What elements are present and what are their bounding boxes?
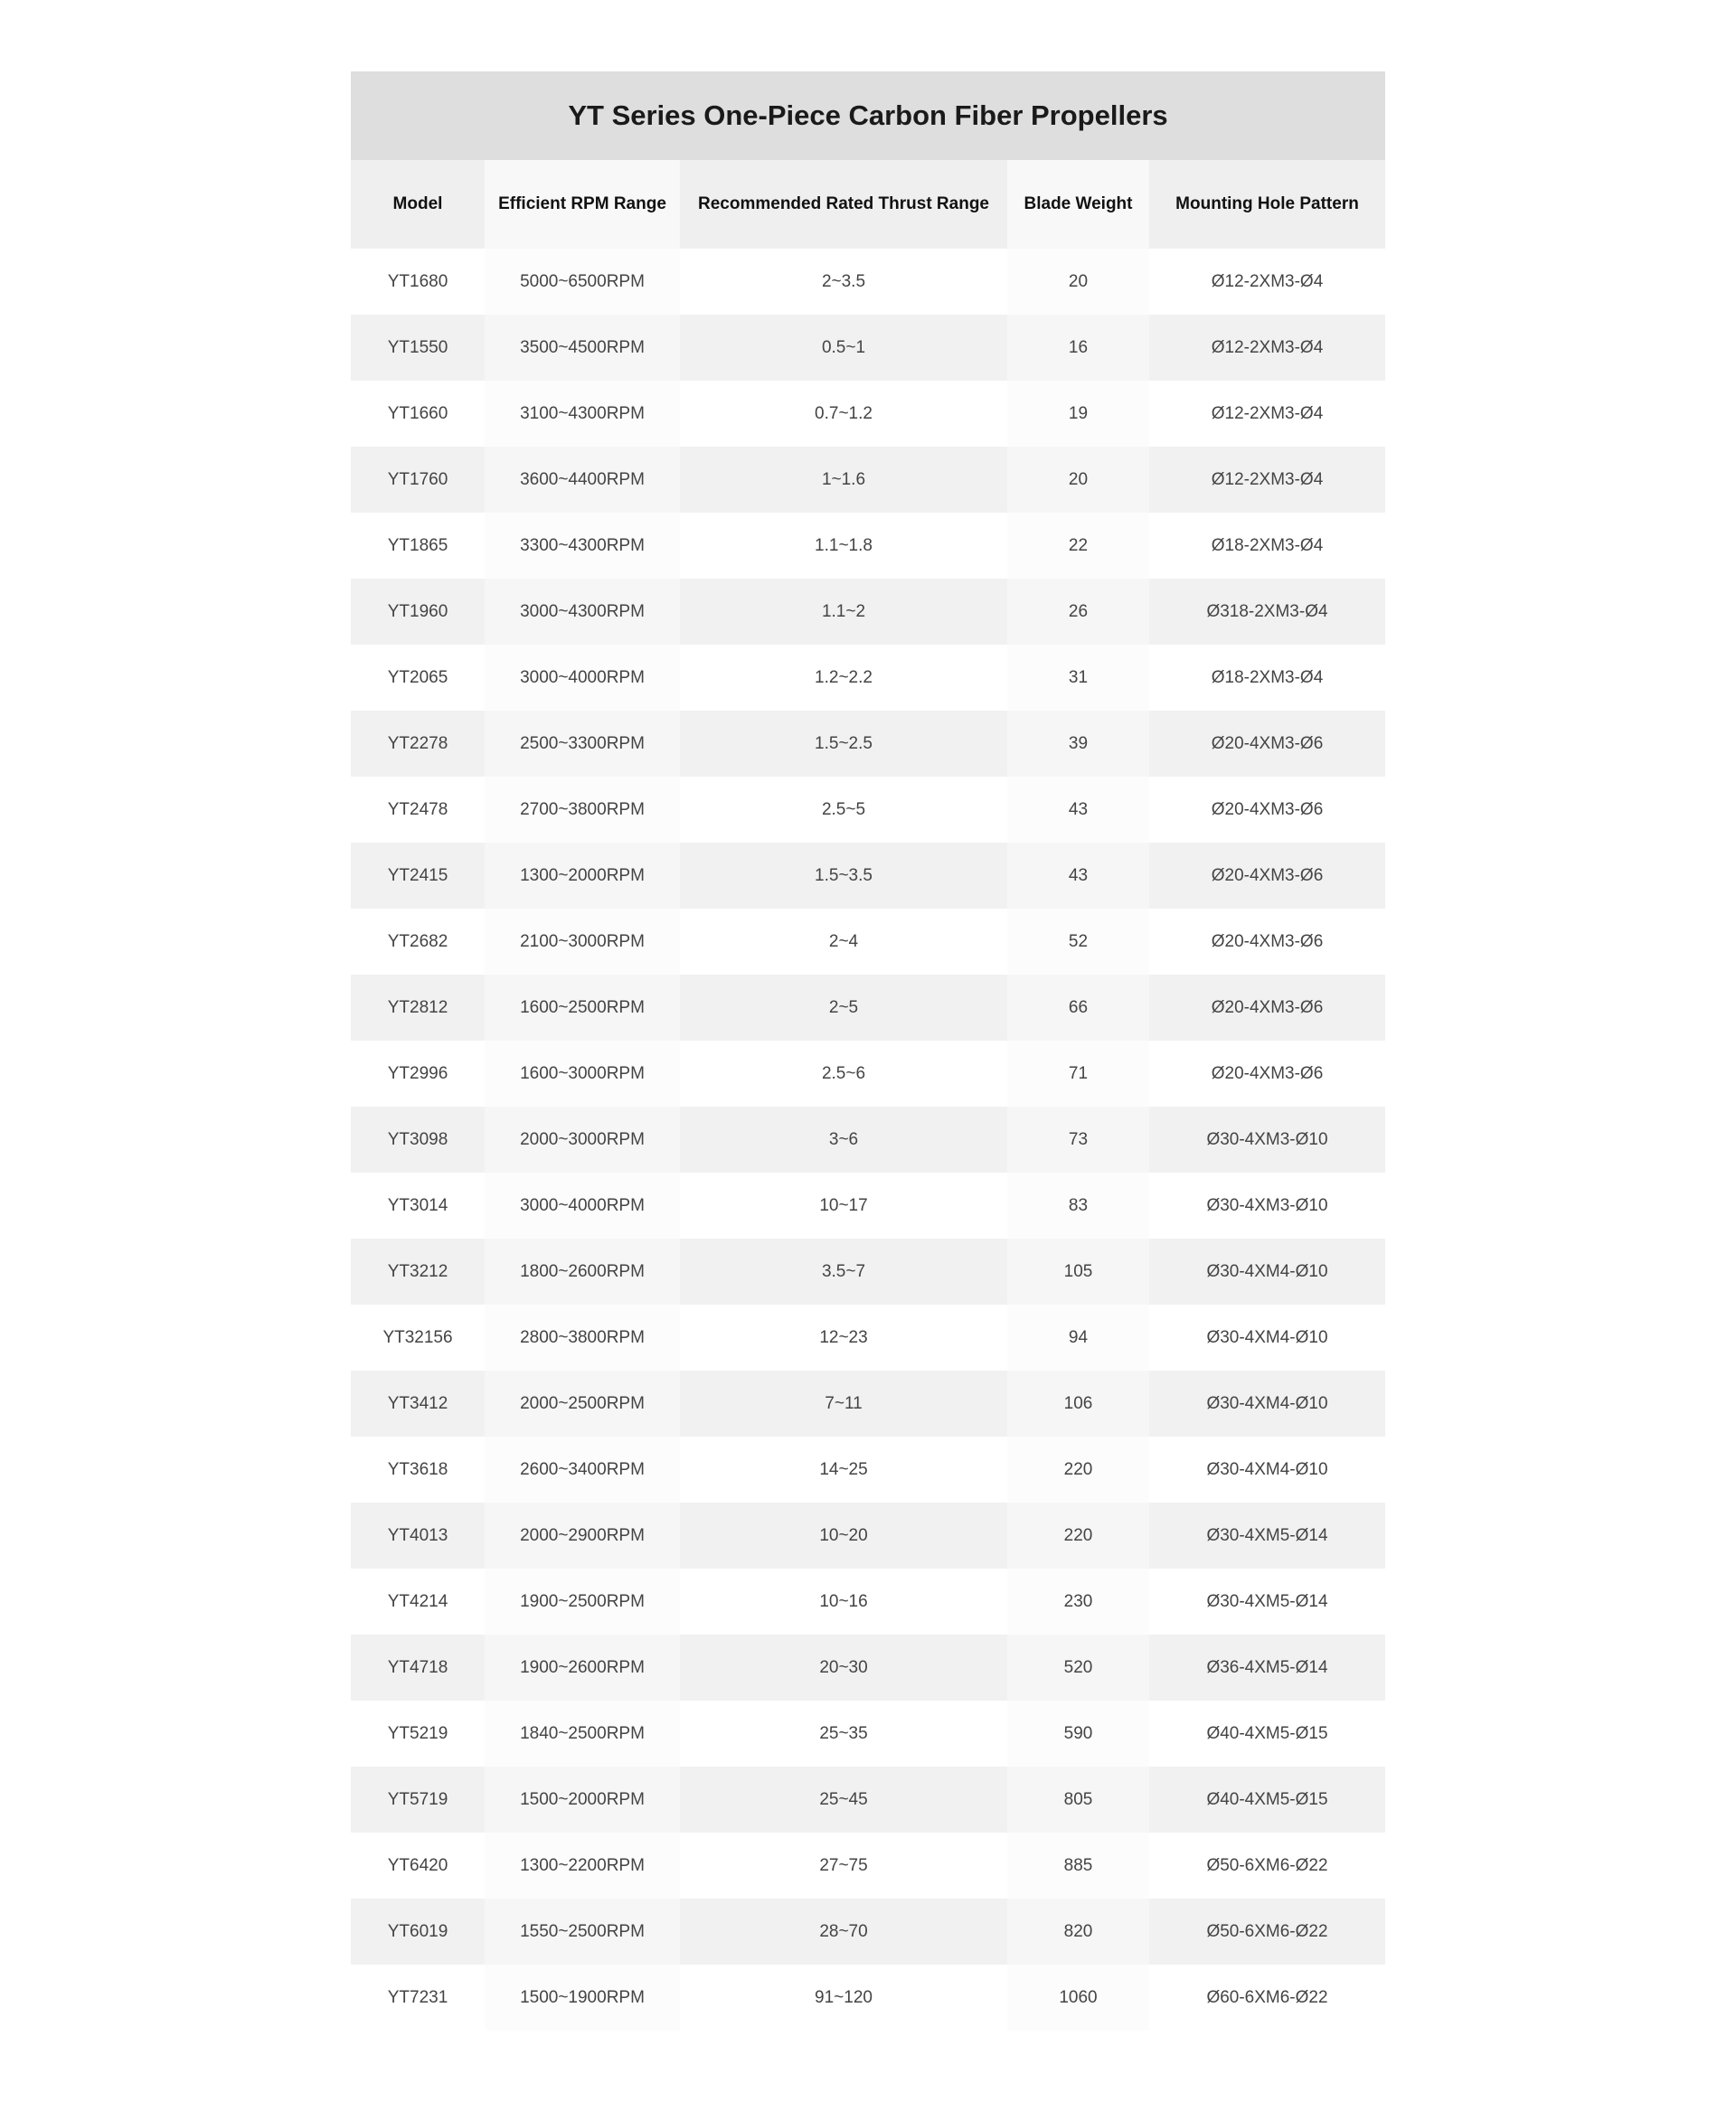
- cell-blade-weight: 43: [1007, 777, 1149, 843]
- cell-blade-weight: 94: [1007, 1305, 1149, 1371]
- table-row: [351, 1371, 1385, 1437]
- cell-blade-weight: 220: [1007, 1503, 1149, 1569]
- spec-table: [351, 160, 1385, 2031]
- cell-mounting-pattern: Ø12-2XM3-Ø4: [1149, 249, 1385, 315]
- cell-blade-weight: 1060: [1007, 1965, 1149, 2031]
- cell-thrust-range: 2~4: [680, 909, 1007, 975]
- cell-thrust-range: 1.1~2: [680, 579, 1007, 645]
- table-row: [351, 1701, 1385, 1767]
- cell-blade-weight: 16: [1007, 315, 1149, 381]
- table-row: [351, 1635, 1385, 1701]
- cell-rpm-range: 1550~2500RPM: [485, 1899, 680, 1965]
- cell-model: YT32156: [351, 1305, 485, 1371]
- cell-model: YT5719: [351, 1767, 485, 1833]
- cell-mounting-pattern: Ø50-6XM6-Ø22: [1149, 1833, 1385, 1899]
- cell-blade-weight: 805: [1007, 1767, 1149, 1833]
- cell-thrust-range: 1.2~2.2: [680, 645, 1007, 711]
- cell-rpm-range: 3000~4300RPM: [485, 579, 680, 645]
- table-title: YT Series One-Piece Carbon Fiber Propellers: [351, 71, 1385, 160]
- cell-mounting-pattern: Ø20-4XM3-Ø6: [1149, 777, 1385, 843]
- cell-blade-weight: 106: [1007, 1371, 1149, 1437]
- cell-mounting-pattern: Ø30-4XM3-Ø10: [1149, 1107, 1385, 1173]
- cell-model: YT5219: [351, 1701, 485, 1767]
- cell-mounting-pattern: Ø18-2XM3-Ø4: [1149, 513, 1385, 579]
- cell-thrust-range: 91~120: [680, 1965, 1007, 2031]
- cell-mounting-pattern: Ø30-4XM5-Ø14: [1149, 1503, 1385, 1569]
- cell-rpm-range: 2000~2500RPM: [485, 1371, 680, 1437]
- cell-rpm-range: 1300~2200RPM: [485, 1833, 680, 1899]
- cell-mounting-pattern: Ø30-4XM4-Ø10: [1149, 1305, 1385, 1371]
- cell-rpm-range: 1900~2600RPM: [485, 1635, 680, 1701]
- table-row: [351, 909, 1385, 975]
- table-row: [351, 1107, 1385, 1173]
- table-row: [351, 1965, 1385, 2031]
- cell-mounting-pattern: Ø12-2XM3-Ø4: [1149, 447, 1385, 513]
- cell-rpm-range: 2100~3000RPM: [485, 909, 680, 975]
- cell-mounting-pattern: Ø30-4XM4-Ø10: [1149, 1371, 1385, 1437]
- table-row: [351, 1503, 1385, 1569]
- cell-thrust-range: 27~75: [680, 1833, 1007, 1899]
- cell-model: YT2996: [351, 1041, 485, 1107]
- cell-blade-weight: 885: [1007, 1833, 1149, 1899]
- table-row: [351, 249, 1385, 315]
- cell-model: YT3618: [351, 1437, 485, 1503]
- cell-mounting-pattern: Ø30-4XM5-Ø14: [1149, 1569, 1385, 1635]
- cell-thrust-range: 3~6: [680, 1107, 1007, 1173]
- cell-mounting-pattern: Ø12-2XM3-Ø4: [1149, 315, 1385, 381]
- cell-blade-weight: 590: [1007, 1701, 1149, 1767]
- cell-blade-weight: 820: [1007, 1899, 1149, 1965]
- cell-thrust-range: 7~11: [680, 1371, 1007, 1437]
- cell-model: YT4718: [351, 1635, 485, 1701]
- cell-thrust-range: 2.5~5: [680, 777, 1007, 843]
- cell-rpm-range: 1800~2600RPM: [485, 1239, 680, 1305]
- cell-blade-weight: 230: [1007, 1569, 1149, 1635]
- cell-rpm-range: 3000~4000RPM: [485, 645, 680, 711]
- cell-mounting-pattern: Ø40-4XM5-Ø15: [1149, 1767, 1385, 1833]
- spec-sheet: [351, 71, 1385, 2031]
- cell-rpm-range: 2600~3400RPM: [485, 1437, 680, 1503]
- cell-rpm-range: 3100~4300RPM: [485, 381, 680, 447]
- cell-rpm-range: 3300~4300RPM: [485, 513, 680, 579]
- cell-mounting-pattern: Ø60-6XM6-Ø22: [1149, 1965, 1385, 2031]
- cell-blade-weight: 22: [1007, 513, 1149, 579]
- cell-thrust-range: 12~23: [680, 1305, 1007, 1371]
- cell-blade-weight: 105: [1007, 1239, 1149, 1305]
- cell-mounting-pattern: Ø40-4XM5-Ø15: [1149, 1701, 1385, 1767]
- header-thrust-range: Recommended Rated Thrust Range: [680, 160, 1007, 249]
- cell-blade-weight: 43: [1007, 843, 1149, 909]
- cell-model: YT2415: [351, 843, 485, 909]
- cell-blade-weight: 31: [1007, 645, 1149, 711]
- cell-mounting-pattern: Ø18-2XM3-Ø4: [1149, 645, 1385, 711]
- header-blade-weight: Blade Weight: [1007, 160, 1149, 249]
- cell-mounting-pattern: Ø20-4XM3-Ø6: [1149, 1041, 1385, 1107]
- cell-mounting-pattern: Ø20-4XM3-Ø6: [1149, 909, 1385, 975]
- table-row: [351, 1041, 1385, 1107]
- cell-mounting-pattern: Ø50-6XM6-Ø22: [1149, 1899, 1385, 1965]
- cell-rpm-range: 1600~3000RPM: [485, 1041, 680, 1107]
- table-row: [351, 513, 1385, 579]
- cell-model: YT1960: [351, 579, 485, 645]
- cell-blade-weight: 19: [1007, 381, 1149, 447]
- table-row: [351, 1305, 1385, 1371]
- cell-rpm-range: 3000~4000RPM: [485, 1173, 680, 1239]
- table-row: [351, 711, 1385, 777]
- cell-blade-weight: 71: [1007, 1041, 1149, 1107]
- cell-thrust-range: 0.5~1: [680, 315, 1007, 381]
- cell-rpm-range: 2000~3000RPM: [485, 1107, 680, 1173]
- cell-blade-weight: 520: [1007, 1635, 1149, 1701]
- cell-rpm-range: 3500~4500RPM: [485, 315, 680, 381]
- cell-blade-weight: 52: [1007, 909, 1149, 975]
- cell-thrust-range: 0.7~1.2: [680, 381, 1007, 447]
- table-row: [351, 975, 1385, 1041]
- cell-model: YT2065: [351, 645, 485, 711]
- cell-rpm-range: 1500~1900RPM: [485, 1965, 680, 2031]
- cell-mounting-pattern: Ø30-4XM3-Ø10: [1149, 1173, 1385, 1239]
- cell-model: YT6420: [351, 1833, 485, 1899]
- header-model: Model: [351, 160, 485, 249]
- cell-blade-weight: 220: [1007, 1437, 1149, 1503]
- table-row: [351, 1833, 1385, 1899]
- cell-thrust-range: 1~1.6: [680, 447, 1007, 513]
- cell-thrust-range: 2~3.5: [680, 249, 1007, 315]
- table-row: [351, 843, 1385, 909]
- cell-model: YT2478: [351, 777, 485, 843]
- cell-blade-weight: 83: [1007, 1173, 1149, 1239]
- table-row: [351, 1239, 1385, 1305]
- cell-rpm-range: 1840~2500RPM: [485, 1701, 680, 1767]
- cell-rpm-range: 1300~2000RPM: [485, 843, 680, 909]
- table-body: [351, 249, 1385, 2031]
- cell-model: YT7231: [351, 1965, 485, 2031]
- cell-thrust-range: 10~16: [680, 1569, 1007, 1635]
- table-row: [351, 645, 1385, 711]
- header-mounting-pattern: Mounting Hole Pattern: [1149, 160, 1385, 249]
- cell-rpm-range: 1600~2500RPM: [485, 975, 680, 1041]
- table-row: [351, 777, 1385, 843]
- cell-model: YT2278: [351, 711, 485, 777]
- table-row: [351, 1437, 1385, 1503]
- table-row: [351, 1173, 1385, 1239]
- cell-thrust-range: 2~5: [680, 975, 1007, 1041]
- table-row: [351, 579, 1385, 645]
- cell-mounting-pattern: Ø36-4XM5-Ø14: [1149, 1635, 1385, 1701]
- cell-rpm-range: 2700~3800RPM: [485, 777, 680, 843]
- cell-model: YT3212: [351, 1239, 485, 1305]
- cell-thrust-range: 3.5~7: [680, 1239, 1007, 1305]
- cell-model: YT3098: [351, 1107, 485, 1173]
- cell-model: YT2682: [351, 909, 485, 975]
- cell-blade-weight: 20: [1007, 249, 1149, 315]
- cell-thrust-range: 20~30: [680, 1635, 1007, 1701]
- cell-thrust-range: 10~17: [680, 1173, 1007, 1239]
- cell-mounting-pattern: Ø30-4XM4-Ø10: [1149, 1437, 1385, 1503]
- cell-rpm-range: 5000~6500RPM: [485, 249, 680, 315]
- cell-thrust-range: 1.5~3.5: [680, 843, 1007, 909]
- cell-thrust-range: 1.1~1.8: [680, 513, 1007, 579]
- cell-model: YT1680: [351, 249, 485, 315]
- table-row: [351, 315, 1385, 381]
- cell-model: YT4214: [351, 1569, 485, 1635]
- cell-rpm-range: 3600~4400RPM: [485, 447, 680, 513]
- cell-model: YT2812: [351, 975, 485, 1041]
- cell-rpm-range: 2500~3300RPM: [485, 711, 680, 777]
- cell-thrust-range: 10~20: [680, 1503, 1007, 1569]
- cell-thrust-range: 14~25: [680, 1437, 1007, 1503]
- cell-thrust-range: 28~70: [680, 1899, 1007, 1965]
- cell-model: YT1760: [351, 447, 485, 513]
- cell-model: YT3014: [351, 1173, 485, 1239]
- table-row: [351, 1569, 1385, 1635]
- cell-blade-weight: 66: [1007, 975, 1149, 1041]
- table-row: [351, 1767, 1385, 1833]
- cell-model: YT3412: [351, 1371, 485, 1437]
- cell-blade-weight: 20: [1007, 447, 1149, 513]
- cell-thrust-range: 25~35: [680, 1701, 1007, 1767]
- cell-mounting-pattern: Ø30-4XM4-Ø10: [1149, 1239, 1385, 1305]
- header-rpm-range: Efficient RPM Range: [485, 160, 680, 249]
- cell-mounting-pattern: Ø20-4XM3-Ø6: [1149, 843, 1385, 909]
- table-row: [351, 1899, 1385, 1965]
- cell-rpm-range: 1900~2500RPM: [485, 1569, 680, 1635]
- cell-blade-weight: 26: [1007, 579, 1149, 645]
- cell-rpm-range: 1500~2000RPM: [485, 1767, 680, 1833]
- cell-thrust-range: 1.5~2.5: [680, 711, 1007, 777]
- cell-blade-weight: 39: [1007, 711, 1149, 777]
- cell-mounting-pattern: Ø12-2XM3-Ø4: [1149, 381, 1385, 447]
- cell-model: YT1660: [351, 381, 485, 447]
- cell-mounting-pattern: Ø20-4XM3-Ø6: [1149, 711, 1385, 777]
- cell-model: YT4013: [351, 1503, 485, 1569]
- cell-mounting-pattern: Ø318-2XM3-Ø4: [1149, 579, 1385, 645]
- cell-thrust-range: 25~45: [680, 1767, 1007, 1833]
- cell-thrust-range: 2.5~6: [680, 1041, 1007, 1107]
- cell-mounting-pattern: Ø20-4XM3-Ø6: [1149, 975, 1385, 1041]
- header-row: [351, 160, 1385, 249]
- cell-rpm-range: 2800~3800RPM: [485, 1305, 680, 1371]
- table-row: [351, 447, 1385, 513]
- cell-model: YT1550: [351, 315, 485, 381]
- cell-model: YT6019: [351, 1899, 485, 1965]
- cell-model: YT1865: [351, 513, 485, 579]
- table-row: [351, 381, 1385, 447]
- cell-blade-weight: 73: [1007, 1107, 1149, 1173]
- cell-rpm-range: 2000~2900RPM: [485, 1503, 680, 1569]
